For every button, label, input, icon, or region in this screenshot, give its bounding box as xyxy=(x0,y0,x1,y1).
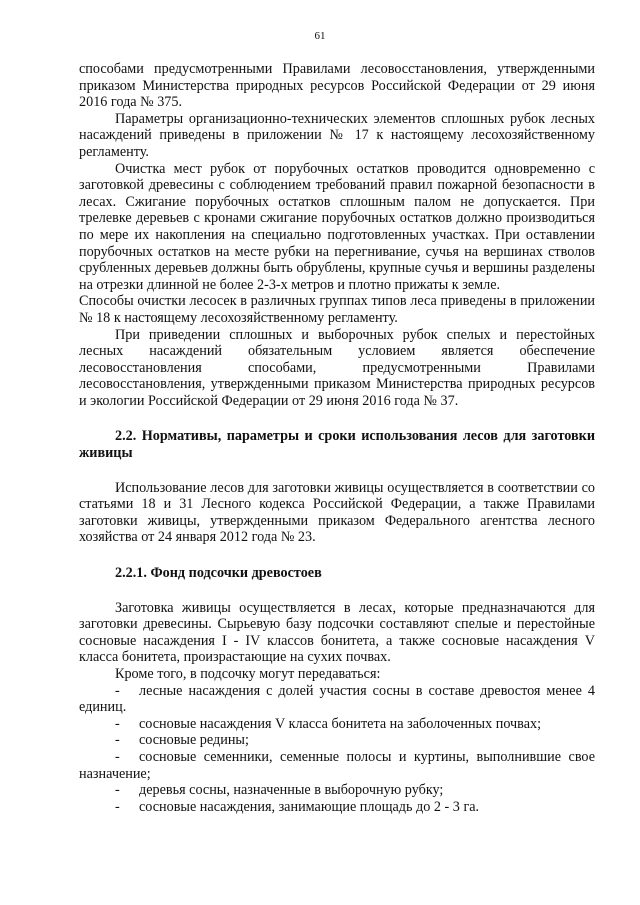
tapping-stands-list xyxy=(79,683,595,816)
page-number: 61 xyxy=(314,30,326,42)
list-dash: - xyxy=(115,715,120,732)
paragraph-resin-usage: Использование лесов для заготовки живицы осуществляется в соответствии со статьями 18 и 31 Лесного кодекса Российской Федерации, а также Правилами заготовки живицы, утвержденными приказом Федерального агентства лесного хозяйства от 24 января 2012 года № 23. xyxy=(79,479,595,546)
document-body xyxy=(79,61,595,815)
paragraph-resin-fund: Заготовка живицы осуществляется в лесах, которые предназначаются для заготовки древесины. Сырьевую базу подсочки составляют спелые и перестойные сосновые насаждения I - IV классов бонитета, а также сосновые насаждения V класса бонитета, произрастающие на сухих почвах. xyxy=(79,599,595,666)
paragraph-parameters: Параметры организационно-технических элементов сплошных рубок лесных насаждений приведены в приложении № 17 к настоящему лесохозяйственному регламенту. xyxy=(79,110,595,160)
list-dash: - xyxy=(115,748,120,765)
paragraph-reforestation: При приведении сплошных и выборочных рубок спелых и перестойных лесных насаждений обязательным условием является обеспечение лесовосстановления способами, предусмотренными Правилами лесовосстановления, утвержденными приказом Министерства природных ресурсов и экологии Российской Федерации от 29 июня 2016 года № 37. xyxy=(79,326,595,409)
list-item: - сосновые редины; xyxy=(115,732,249,749)
list-item: - сосновые насаждения, занимающие площадь до 2 - 3 га. xyxy=(115,798,480,815)
paragraph-cleaning: Очистка мест рубок от порубочных остатков проводится одновременно с заготовкой древесины с соблюдением требований правил пожарной безопасности в лесах. Сжигание порубочных остатков сплошным палом не допускается. При трелевке деревьев с кронами сжигание порубочных остатков должно производиться по мере их накопления на специально подготовленных участках. При оставлении порубочных остатков на месте рубки на перегнивание, сучья на вершинах стволов срубленных деревьев должны быть обрублены, крупные сучья и вершины разделены на отрезки длинной не более 2-3-х метров и плотно прижаты к земле. xyxy=(79,160,595,293)
section-heading-2-2-1: 2.2.1. Фонд подсочки древостоев xyxy=(115,565,322,582)
list-dash: - xyxy=(115,682,120,699)
paragraph-cleaning-methods: Способы очистки лесосек в различных группах типов леса приведены в приложении № 18 к настоящему лесохозяйственному регламенту. xyxy=(79,293,595,326)
list-item: - сосновые семенники, семенные полосы и куртины, выполнившие свое назначение; xyxy=(79,748,595,782)
list-item: - деревья сосны, назначенные в выборочную рубку; xyxy=(115,782,444,799)
paragraph-list-intro: Кроме того, в подсочку могут передаваться: xyxy=(115,666,381,682)
list-item: - лесные насаждения с долей участия сосны в составе древостоя менее 4 единиц. xyxy=(79,682,595,716)
section-heading-2-2: 2.2. Нормативы, параметры и сроки использования лесов для заготовки живицы xyxy=(79,428,595,462)
list-item: - сосновые насаждения V класса бонитета на заболоченных почвах; xyxy=(115,715,542,732)
list-dash: - xyxy=(115,798,120,815)
list-dash: - xyxy=(115,732,120,749)
list-dash: - xyxy=(115,782,120,799)
paragraph-continuation: способами предусмотренными Правилами лесовосстановления, утвержденными приказом Министерства природных ресурсов Российской Федерации от 29 июня 2016 года № 375. xyxy=(79,61,595,111)
